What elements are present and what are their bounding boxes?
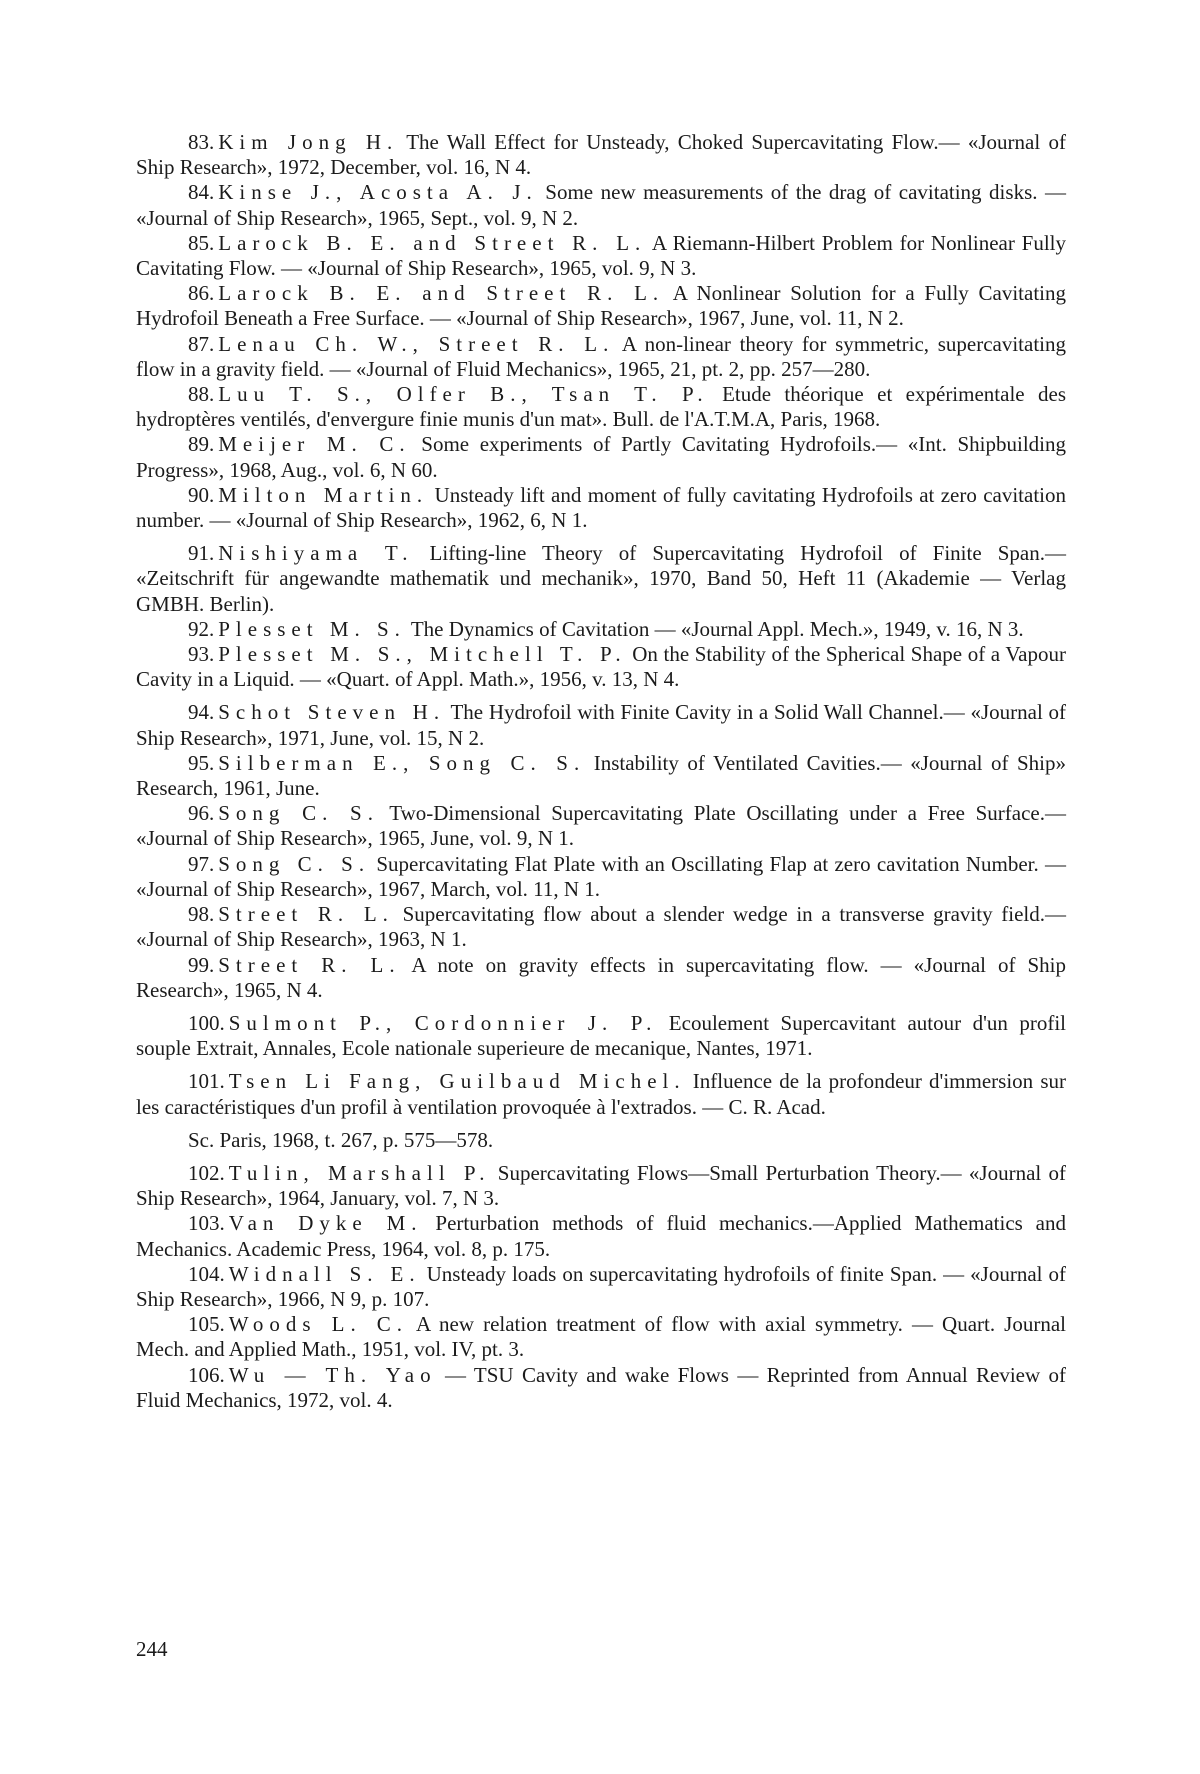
reference-entry xyxy=(136,642,1066,692)
reference-entry xyxy=(136,483,1066,533)
reference-number: 105. xyxy=(188,1312,225,1337)
reference-number: 104. xyxy=(188,1261,225,1286)
reference-entry xyxy=(136,700,1066,750)
reference-number: 100. xyxy=(188,1010,225,1035)
reference-author: Larock B. E. and Street R. L. xyxy=(218,230,647,255)
reference-number: 99. xyxy=(188,952,215,977)
reference-author: Kim Jong H. xyxy=(218,130,399,154)
reference-number: 98. xyxy=(188,902,215,927)
reference-text: A Nonlinear Solution for a Fully Cavitating Hydrofoil Beneath a Free Surface. — «Journal of Ship Research», 1967, June, vol. 11, N 2. xyxy=(136,281,1067,331)
reference-number: 106. xyxy=(188,1362,225,1387)
reference-number: 96. xyxy=(188,801,215,826)
reference-author: Plesset M. S., Mitchell T. P. xyxy=(218,642,627,667)
reference-author: Tsen Li Fang, Guilbaud Michel. xyxy=(228,1069,686,1094)
reference-text: Unsteady loads on supercavitating hydrofoils of finite Span. — «Journal of Ship Research», 1966, N 9, p. 107. xyxy=(136,1261,1066,1311)
reference-entry xyxy=(136,1161,1066,1211)
reference-number: 95. xyxy=(188,750,215,775)
reference-text: — TSU Cavity and wake Flows — Reprinted from Annual Review of Fluid Mechanics, 1972, vol. 4. xyxy=(136,1362,1066,1412)
reference-text: Unsteady lift and moment of fully cavitating Hydrofoils at zero cavitation number. — «Journal of Ship Research», 1962, 6, N 1. xyxy=(136,482,1067,533)
reference-author: Silberman E., Song C. S. xyxy=(218,750,586,775)
reference-author: Nishiyama T. xyxy=(218,541,414,566)
reference-number: 83. xyxy=(188,130,215,154)
reference-text: Perturbation methods of fluid mechanics.—Applied Mathematics and Mechanics. Academic Press, 1964, vol. 8, p. 175. xyxy=(136,1211,1066,1261)
reference-text: Instability of Ventilated Cavities.— «Journal of Ship» Research, 1961, June. xyxy=(136,750,1067,801)
reference-entry xyxy=(136,281,1066,331)
reference-text: Two-Dimensional Supercavitating Plate Oscillating under a Free Surface.— «Journal of Ship Research», 1965, June, vol. 9, N 1. xyxy=(136,801,1066,851)
reference-author: Street R. L. xyxy=(218,902,394,927)
reference-text: On the Stability of the Spherical Shape of a Vapour Cavity in a Liquid. — «Quart. of Appl. Math.», 1956, v. 13, N 4. xyxy=(136,642,1066,692)
reference-entry xyxy=(136,1312,1066,1362)
reference-entry xyxy=(136,332,1066,382)
reference-entry xyxy=(136,541,1066,617)
reference-text: A Riemann-Hilbert Problem for Nonlinear Fully Cavitating Flow. — «Journal of Ship Research», 1965, vol. 9, N 3. xyxy=(136,230,1066,281)
reference-entry xyxy=(136,1011,1066,1061)
reference-entry xyxy=(136,1262,1066,1312)
reference-text: A non-linear theory for symmetric, supercavitating flow in a gravity field. — «Journal of Fluid Mechanics», 1965, 21, pt. 2, pp. 257—280. xyxy=(136,331,1067,381)
reference-number: 85. xyxy=(188,230,215,255)
reference-number: 88. xyxy=(188,382,215,407)
reference-author: Milton Martin. xyxy=(218,482,429,507)
reference-author: Schot Steven H. xyxy=(218,700,446,725)
reference-entry xyxy=(136,382,1066,432)
reference-number: 89. xyxy=(188,432,215,457)
reference-text: Sc. Paris, 1968, t. 267, p. 575—578. xyxy=(188,1127,494,1152)
reference-author: Plesset M. S. xyxy=(218,616,406,641)
reference-author: Kinse J., Acosta A. J. xyxy=(218,180,538,205)
reference-entry xyxy=(136,432,1066,482)
reference-number: 101. xyxy=(188,1069,225,1094)
reference-text: The Wall Effect for Unsteady, Choked Supercavitating Flow.— «Journal of Ship Research», 1972, December, vol. 16, N 4. xyxy=(136,130,1066,180)
reference-entry xyxy=(136,801,1066,851)
reference-entry xyxy=(136,852,1066,902)
reference-number: 94. xyxy=(188,700,215,725)
reference-author: Luu T. S., Olfer B., Tsan T. P. xyxy=(218,382,709,407)
reference-entry xyxy=(136,902,1066,952)
reference-number: 92. xyxy=(188,616,215,641)
reference-number: 84. xyxy=(188,180,215,205)
reference-text: Ecoulement Supercavitant autour d'un profil souple Extrait, Annales, Ecole nationale superieure de mecanique, Nantes, 1971. xyxy=(136,1010,1066,1061)
reference-text: The Dynamics of Cavitation — «Journal Appl. Mech.», 1949, v. 16, N 3. xyxy=(410,616,1024,641)
reference-entry xyxy=(136,617,1066,642)
reference-text: Supercavitating flow about a slender wedge in a transverse gravity field.— «Journal of Ship Research», 1963, N 1. xyxy=(136,902,1066,952)
reference-text: Influence de la profondeur d'immersion sur les caractéristiques d'un profil à ventilation provoquée à l'extrados. — C. R. Acad. xyxy=(136,1069,1067,1119)
reference-entry xyxy=(136,1211,1066,1261)
reference-author: Van Dyke M. xyxy=(228,1211,423,1236)
reference-author: Larock B. E. and Street R. L. xyxy=(218,281,665,306)
reference-entry xyxy=(136,231,1066,281)
reference-number: 86. xyxy=(188,281,215,306)
reference-continuation xyxy=(136,1128,1066,1153)
reference-number: 93. xyxy=(188,642,215,667)
reference-number: 90. xyxy=(188,482,215,507)
reference-author: Sulmont P., Cordonnier J. P. xyxy=(228,1010,658,1035)
page-number: 244 xyxy=(136,1637,168,1661)
reference-text: Some new measurements of the drag of cavitating disks. — «Journal of Ship Research», 1965, Sept., vol. 9, N 2. xyxy=(136,180,1066,230)
reference-author: Wu — Th. Yao xyxy=(228,1362,437,1387)
reference-list xyxy=(136,130,1066,1413)
reference-text: Some experiments of Partly Cavitating Hydrofoils.— «Int. Shipbuilding Progress», 1968, Aug., vol. 6, N 60. xyxy=(136,432,1067,482)
reference-text: The Hydrofoil with Finite Cavity in a Solid Wall Channel.— «Journal of Ship Research», 1971, June, vol. 15, N 2. xyxy=(136,700,1066,750)
reference-entry xyxy=(136,1069,1066,1119)
reference-author: Song C. S. xyxy=(218,851,371,876)
reference-number: 102. xyxy=(188,1160,225,1185)
reference-text: A new relation treatment of flow with axial symmetry. — Quart. Journal Mech. and Applied Math., 1951, vol. IV, pt. 3. xyxy=(136,1312,1066,1362)
reference-entry xyxy=(136,180,1066,230)
reference-author: Street R. L. xyxy=(218,952,401,977)
reference-number: 87. xyxy=(188,331,215,356)
reference-text: Supercavitating Flat Plate with an Oscillating Flap at zero cavitation Number. — «Journal of Ship Research», 1967, March, vol. 11, N 1. xyxy=(136,851,1066,901)
reference-text: Etude théorique et expérimentale des hydroptères ventilés, d'envergure finie munis d'un mat». Bull. de l'A.T.M.A, Paris, 1968. xyxy=(136,382,1066,432)
reference-text: A note on gravity effects in supercavitating flow. — «Journal of Ship Research», 1965, N 4. xyxy=(136,952,1066,1002)
reference-number: 91. xyxy=(188,541,215,566)
reference-text: Supercavitating Flows—Small Perturbation Theory.— «Journal of Ship Research», 1964, January, vol. 7, N 3. xyxy=(136,1160,1067,1211)
reference-entry xyxy=(136,130,1066,180)
reference-entry xyxy=(136,1363,1066,1413)
reference-author: Woods L. C. xyxy=(228,1312,409,1337)
reference-author: Lenau Ch. W., Street R. L. xyxy=(218,331,615,356)
reference-text: Lifting-line Theory of Supercavitating Hydrofoil of Finite Span.— «Zeitschrift für angewandte mathematik und mechanik», 1970, Band 50, Heft 11 (Akademie — Verlag GMBH. Berlin). xyxy=(136,541,1066,616)
reference-author: Tulin, Marshall P. xyxy=(228,1160,491,1185)
reference-entry xyxy=(136,751,1066,801)
reference-author: Meijer M. C. xyxy=(218,432,411,457)
reference-number: 103. xyxy=(188,1211,225,1236)
reference-entry xyxy=(136,953,1066,1003)
reference-author: Widnall S. E. xyxy=(228,1261,421,1286)
reference-author: Song C. S. xyxy=(218,801,379,826)
reference-number: 97. xyxy=(188,851,215,876)
